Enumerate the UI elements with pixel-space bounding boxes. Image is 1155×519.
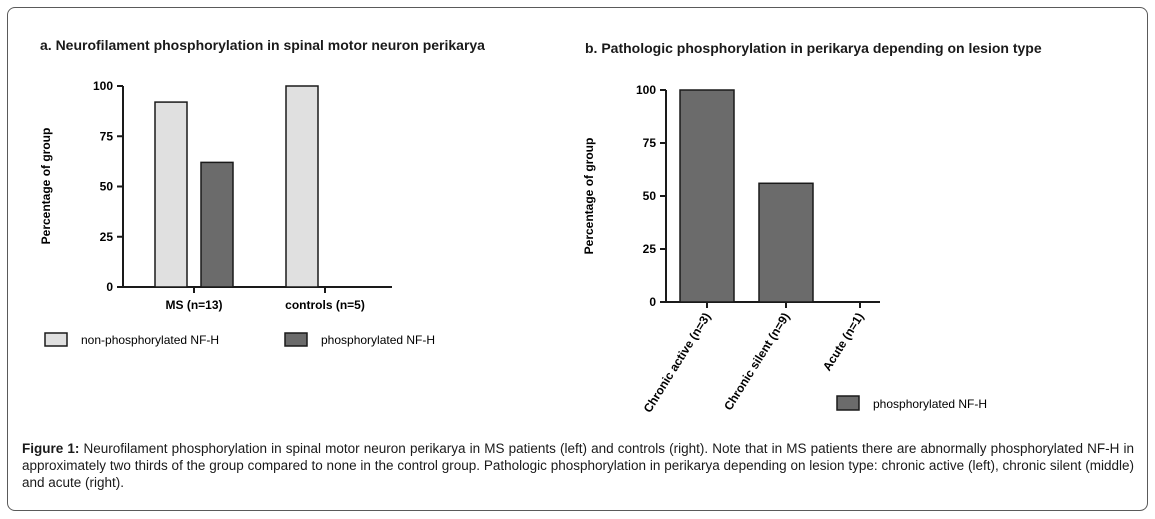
chart-a-y-tick-label: 50 <box>99 179 113 194</box>
caption-text: Neurofilament phosphorylation in spinal motor neuron perikarya in MS patients (left) and controls (right). Note that in MS patients there are abnormally phosphorylated NF-H in approximately two thirds of the group compared to none in the control group. Pathologic phosphorylation in perikarya depending on lesion type: chronic active (left), chronic silent (middle) and acute (right). <box>22 441 1134 490</box>
chart-b-y-tick-label: 100 <box>635 83 656 97</box>
chart-a-legend-swatch <box>285 333 307 346</box>
chart-b-y-tick-label: 50 <box>642 189 656 203</box>
chart-b-legend-swatch <box>837 396 859 410</box>
chart-a-x-tick-label: MS (n=13) <box>165 298 223 312</box>
chart-b-x-tick-label: Acute (n=1) <box>819 310 867 374</box>
chart-a-y-axis-label: Percentage of group <box>39 127 53 245</box>
chart-a-y-tick-label: 100 <box>92 79 113 93</box>
chart-b-bar <box>759 183 813 302</box>
chart-a-legend-label: phosphorylated NF-H <box>321 333 436 347</box>
chart-a-x-tick-label: controls (n=5) <box>285 298 365 312</box>
chart-a-bar <box>201 162 233 287</box>
chart-a-bar <box>155 102 187 287</box>
chart-b-legend-label: phosphorylated NF-H <box>873 397 988 411</box>
chart-a-y-tick-label: 25 <box>99 229 113 244</box>
chart-b-y-tick-label: 75 <box>642 136 656 150</box>
chart-a-legend-swatch <box>45 333 67 346</box>
chart-b-y-axis-label: Percentage of group <box>582 137 596 255</box>
chart-b-y-tick-label: 0 <box>649 295 656 309</box>
figure-caption <box>22 440 1134 491</box>
chart-a-y-tick-label: 0 <box>106 280 113 294</box>
chart-b-title: b. Pathologic phosphorylation in perikarya depending on lesion type <box>585 40 1042 56</box>
chart-a-y-tick-label: 75 <box>99 129 113 144</box>
chart-a-legend-label: non-phosphorylated NF-H <box>81 333 220 347</box>
caption-label: Figure 1: <box>22 441 80 456</box>
chart-b-y-tick-label: 25 <box>642 242 656 256</box>
chart-a-title: a. Neurofilament phosphorylation in spinal motor neuron perikarya <box>40 37 485 53</box>
chart-b-bar <box>680 90 734 302</box>
chart-a-bar <box>286 86 318 287</box>
chart-b-x-tick-label: Chronic active (n=3) <box>640 310 714 416</box>
chart-b-x-tick-label: Chronic silent (n=9) <box>721 310 793 413</box>
